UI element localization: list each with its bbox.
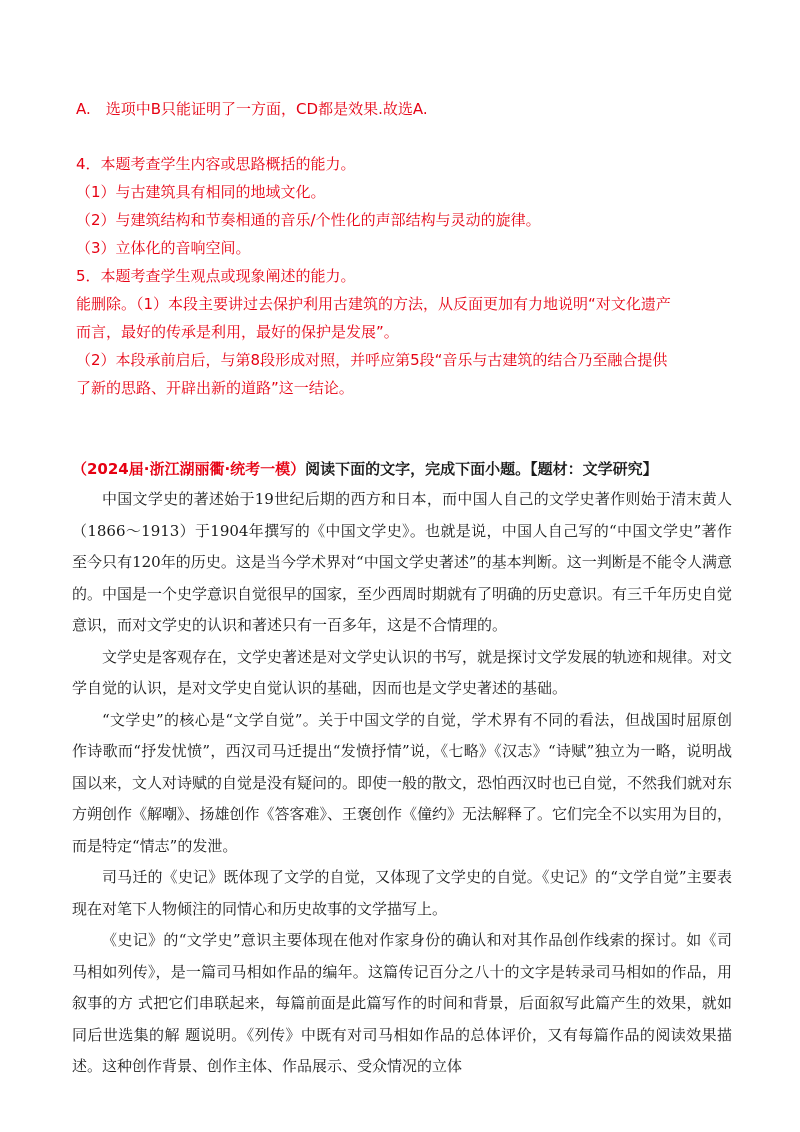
answer-a-line: A. 选项中B只能证明了一方面，CD都是效果.故选A. xyxy=(76,100,428,118)
question-5-line: 了新的思路、开辟出新的道路”这一结论。 xyxy=(76,379,354,397)
exam-source: （2024届·浙江湖丽衢·统考一模） xyxy=(72,460,306,478)
passage-paragraph: 中国文学史的著述始于19世纪后期的西方和日本，而中国人自己的文学史著作则始于清末黄人（1866～1913）于1904年撰写的《中国文学史》。也就是说，中国人自己写的“中国文学史”著作至今只有120年的历史。这是当今学术界对“中国文学史著述”的基本判断。这一判断是不能令人满意的。中国是一个史学意识自觉很早的国家，至少西周时期就有了明确的历史意识。有三千年历史自觉意识，而对文学史的认识和著述只有一百多年，这是不合情理的。 xyxy=(72,490,733,634)
question-4-item: （2）与建筑结构和节奏相通的音乐/个性化的声部结构与灵动的旋律。 xyxy=(76,211,541,229)
reading-passage xyxy=(72,484,732,1083)
passage-paragraph: 司马迁的《史记》既体现了文学的自觉，又体现了文学史的自觉。《史记》的“文学自觉”主要表现在对笔下人物倾注的同情心和历史故事的文学描写上。 xyxy=(72,868,732,918)
question-4-item: （1）与古建筑具有相同的地域文化。 xyxy=(76,183,326,201)
question-4-item: （3）立体化的音响空间。 xyxy=(76,239,251,257)
question-5-line: （2）本段承前启后，与第8段形成对照，并呼应第5段“音乐与古建筑的结合乃至融合提供 xyxy=(76,351,668,369)
passage-paragraph: 文学史是客观存在，文学史著述是对文学史认识的书写，就是探讨文学发展的轨迹和规律。对文学自觉的认识，是对文学史自觉认识的基础，因而也是文学史著述的基础。 xyxy=(72,647,733,697)
exam-header xyxy=(72,457,658,481)
passage-paragraph: 《史记》的“文学史”意识主要体现在他对作家身份的确认和对其作品创作线索的探讨。如《司马相如列传》，是一篇司马相如作品的编年。这篇传记百分之八十的文字是转录司马相如的作品，用叙事的方 式把它们串联起来，每篇前面是此篇写作的时间和背景，后面叙写此篇产生的效果，就如同后世选集的解 题说明。《列传》中既有对司马相如作品的总体评价，又有每篇作品的阅读效果描述。这种创作背景、创作主体、作品展示、受众情况的立体 xyxy=(72,931,732,1075)
question-4-title: 4．本题考查学生内容或思路概括的能力。 xyxy=(76,155,356,173)
question-5-title: 5．本题考查学生观点或现象阐述的能力。 xyxy=(76,267,356,285)
passage-paragraph: “文学史”的核心是“文学自觉”。关于中国文学的自觉，学术界有不同的看法，但战国时屈原创作诗歌而“抒发忧愤”，西汉司马迁提出“发愤抒情”说，《七略》《汉志》“诗赋”独立为一略，说明战国以来，文人对诗赋的自觉是没有疑问的。即使一般的散文，恐怕西汉时也已自觉，不然我们就对东方朔创作《解嘲》、扬雄创作《答客难》、王褒创作《僮约》无法解释了。它们完全不以实用为目的，而是特定“情志”的发泄。 xyxy=(72,710,733,855)
exam-instruction: 阅读下面的文字，完成下面小题。【题材：文学研究】 xyxy=(305,460,658,478)
question-5-line: 而言，最好的传承是利用，最好的保护是发展”。 xyxy=(76,323,399,341)
question-5-line: 能删除。（1）本段主要讲过去保护利用古建筑的方法，从反面更加有力地说明“对文化遗产 xyxy=(76,295,671,313)
